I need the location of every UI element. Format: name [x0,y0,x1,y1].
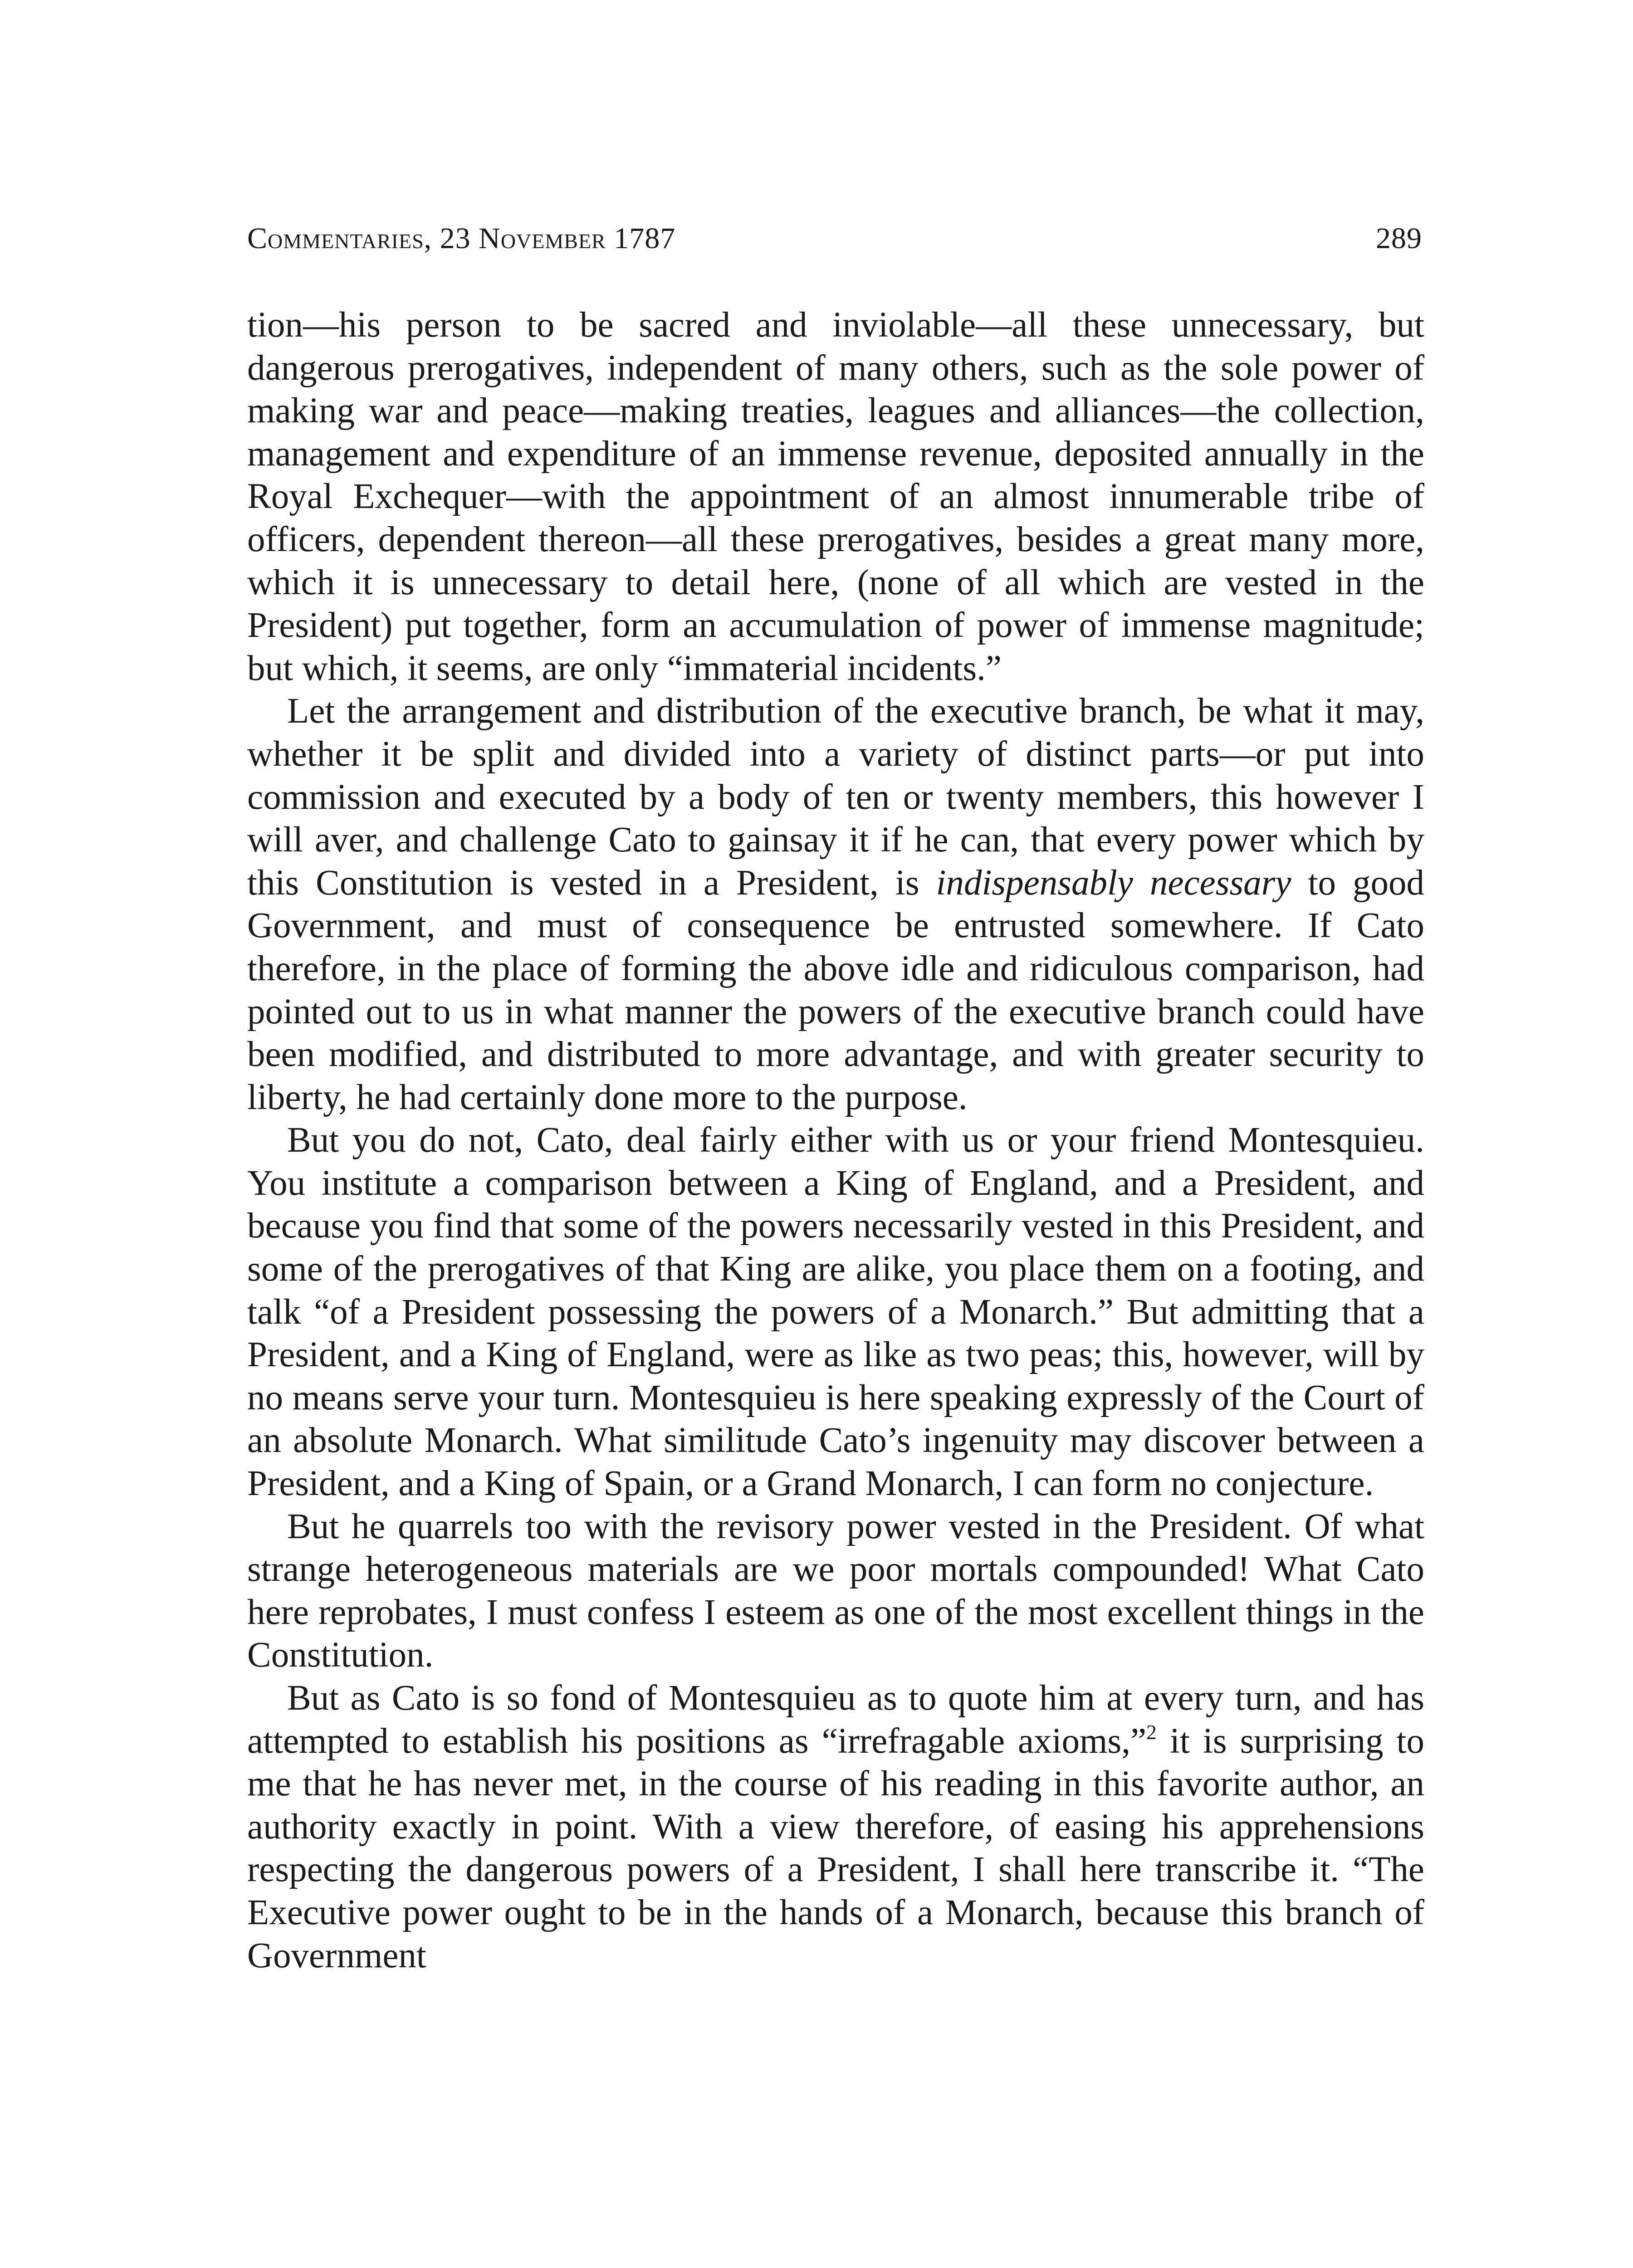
paragraph-5-text-a: But as Cato is so fond of Montesquieu as to quote him at every turn, and has attempted to establish his positions as “irrefragable axioms,” [247,1678,1424,1761]
paragraph-1: tion—his person to be sacred and inviolable—all these unnecessary, but dangerous prerogatives, independent of many others, such as the sole power of making war and peace—making treaties, leagues and alliances—the collection, management and expenditure of an immense revenue, deposited annually in the Royal Exchequer—with the appointment of an almost innumerable tribe of officers, dependent thereon—all these prerogatives, besides a great many more, which it is unnecessary to detail here, (none of all which are vested in the President) put together, form an accumulation of power of immense magnitude; but which, it seems, are only “immaterial incidents.” [247,305,1424,688]
footnote-reference: 2 [1146,1720,1157,1744]
paragraph-2-text-a: Let the arrangement and distribution of the executive branch, be what it may, whether it be split and divided into a variety of distinct parts—or put into commission and executed by a body of ten or twenty members, this however I will aver, and challenge Cato to gainsay it if he can, that every power which by this Constitution is vested in a President, is [247,691,1424,903]
paragraph-5-text-b: it is surprising to me that he has never met, in the course of his reading in this favorite author, an authority exactly in point. With a view therefore, of easing his apprehensions respecting the dangerous powers of a President, I shall here transcribe it. “The Executive power ought to be in the hands of a Monarch, because this branch of Government [247,1721,1424,1975]
body-text [247,304,1424,1977]
paragraph-5 [247,1677,1424,1977]
paragraph-4: But he quarrels too with the revisory power vested in the President. Of what strange heterogeneous materials are we poor mortals compounded! What Cato here reprobates, I must confess I esteem as one of the most excellent things in the Constitution. [247,1506,1424,1675]
paragraph-2 [247,690,1424,1119]
paragraph-3: But you do not, Cato, deal fairly either with us or your friend Montesquieu. You institute a comparison between a King of England, and a President, and because you find that some of the powers necessarily vested in this President, and some of the prerogatives of that King are alike, you place them on a footing, and talk “of a President possessing the powers of a Monarch.” But admitting that a President, and a King of England, were as like as two peas; this, however, will by no means serve your turn. Montesquieu is here speaking expressly of the Court of an absolute Monarch. What similitude Cato’s ingenuity may discover between a President, and a King of Spain, or a Grand Monarch, I can form no conjecture. [247,1120,1424,1504]
page-number: 289 [1376,222,1422,255]
running-head [247,221,1422,262]
running-title: Commentaries, 23 November 1787 [247,222,676,255]
paragraph-2-italic-phrase: indispensably necessary [936,863,1291,903]
paragraph-2-text-b: to good Government, and must of consequence be entrusted somewhere. If Cato therefore, in the place of forming the above idle and ridiculous comparison, had pointed out to us in what manner the powers of the executive branch could have been modified, and distributed to more advantage, and with greater security to liberty, he had certainly done more to the purpose. [247,863,1424,1117]
